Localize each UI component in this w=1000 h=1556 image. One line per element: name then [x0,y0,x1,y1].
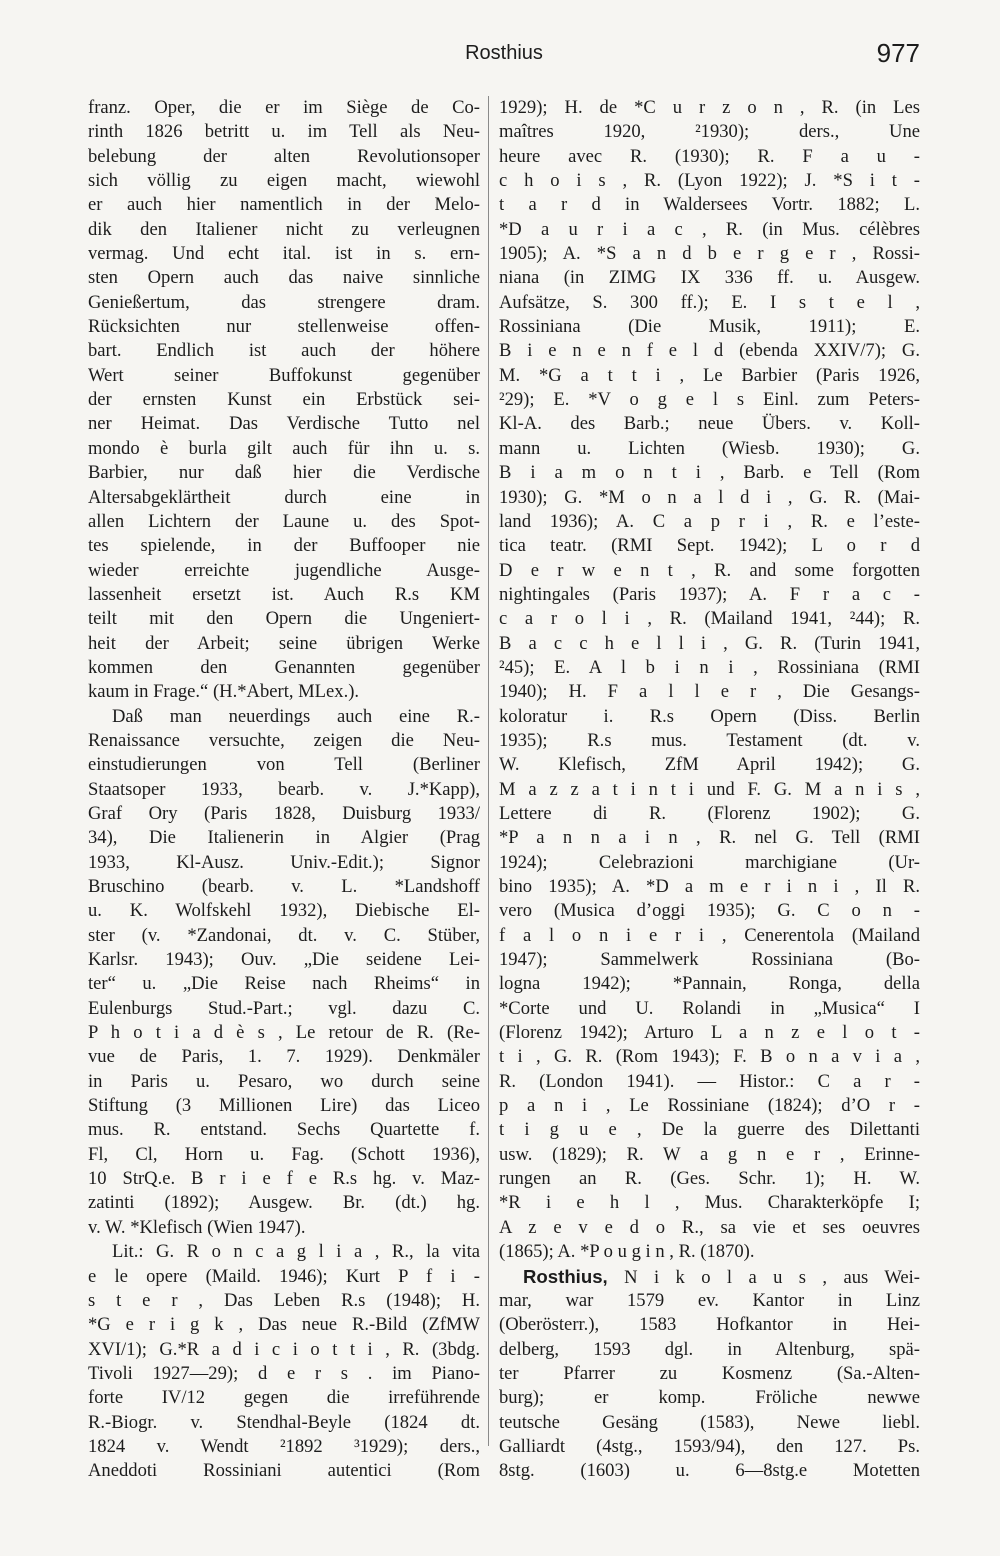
text-line: Fl, Cl, Horn u. Fag. (Schott 1936), [88,1143,480,1165]
text-line: Staatsoper 1933, bearb. v. J.*Kapp), [88,778,480,800]
text-line: kommen den Genannten gegenüber [88,656,480,678]
text-line: 1933, Kl-Ausz. Univ.-Edit.); Signor [88,851,480,873]
entry-headword: Rosthius, [523,1265,608,1287]
text-line: v. W. *Klefisch (Wien 1947). [88,1216,306,1238]
text-line: sich völlig zu eigen macht, wiewohl [88,170,480,192]
text-line: t a r d in Waldersees Vortr. 1882; L. [499,194,920,216]
entry-headline-text: N i k o l a u s , aus Wei- [607,1266,920,1288]
text-line: W. Klefisch, ZfM April 1942); G. [499,754,920,776]
text-line: D e r w e n t , R. and some forgotten [499,559,920,581]
text-line: kaum in Frage.“ (H.*Abert, MLex.). [88,681,360,703]
text-line: franz. Oper, die er im Siège de Co- [88,97,480,118]
text-line: sten Opern auch das naive sinnliche [88,267,480,289]
text-line: koloratur i. R.s Opern (Diss. Berlin [499,705,920,727]
text-line: rinth 1826 betritt u. im Tell als Neu- [88,121,480,143]
text-line: (Oberösterr.), 1583 Hofkantor in Hei- [499,1314,920,1336]
text-line: zatinti (1892); Ausgew. Br. (dt.) hg. [88,1192,480,1214]
text-line: (1865); A. *P o u g i n , R. (1870). [499,1241,755,1263]
text-line: vue de Paris, 1. 7. 1929). Denkmäler [88,1046,480,1068]
text-line: Galliardt (4stg., 1593/94), den 127. Ps. [499,1435,920,1457]
text-line: B i a m o n t i , Barb. e Tell (Rom [499,462,920,484]
text-line: Renaissance versuchte, zeigen die Neu- [88,729,480,751]
text-line: Karlsr. 1943); Ouv. „Die seidene Lei- [88,949,480,971]
text-line: einstudierungen von Tell (Berliner [88,754,480,776]
text-line: niana (in ZIMG IX 336 ff. u. Ausgew. [499,267,920,289]
text-line: heure avec R. (1930); R. F a u - [499,145,920,167]
text-line: u. K. Wolfskehl 1932), Diebische El- [88,900,480,922]
text-line: *P a n n a i n , R. nel G. Tell (RMI [499,827,920,849]
text-line: Daß man neuerdings auch eine R.- [112,705,480,727]
text-line: *R i e h l , Mus. Charakterköpfe I; [499,1192,920,1214]
text-line: vermag. Und echt ital. ist in s. ern- [88,243,480,265]
text-line: M. *G a t t i , Le Barbier (Paris 1926, [499,364,920,386]
text-line: B a c c h e l l i , G. R. (Turin 1941, [499,632,920,654]
column-divider [488,96,489,1446]
text-line: Rücksichten nur stellenweise offen- [88,316,480,338]
text-line: ²29); E. *V o g e l s Einl. zum Peters- [499,389,920,411]
text-line: Aufsätze, S. 300 ff.); E. I s t e l , [499,291,920,313]
text-line: 1935); R.s mus. Testament (dt. v. [499,729,920,751]
text-line: e le opere (Maild. 1946); Kurt P f i - [88,1265,480,1287]
running-head: Rosthius [465,42,543,64]
page-number: 977 [876,38,920,68]
text-line: in Paris u. Pesaro, wo durch seine [88,1070,480,1092]
text-line: delberg, 1593 dgl. in Altenburg, spä- [499,1338,920,1360]
left-column [88,96,480,1484]
text-line: land 1936); A. C a p r i , R. e l’este- [499,510,920,532]
text-line: Rossiniana (Die Musik, 1911); E. [499,316,920,338]
text-line: Lit.: G. R o n c a g l i a , R., la vita [112,1241,480,1263]
text-line: ²45); E. A l b i n i , Rossiniana (RMI [499,656,920,678]
text-line: Genießertum, das strengere dram. [88,291,480,313]
entry-headline [499,1265,920,1289]
text-line: Tivoli 1927—29); d e r s . im Piano- [88,1362,480,1384]
text-line: bart. Endlich ist auch der höhere [88,340,480,362]
text-line: teutsche Gesäng (1583), Newe liebl. [499,1411,920,1433]
text-line: B i e n e n f e l d (ebenda XXIV/7); G. [499,340,920,362]
text-line: wieder erreichte jugendliche Ausge- [88,559,480,581]
text-line: p a n i , Le Rossiniane (1824); d’O r - [499,1095,920,1117]
text-line: Aneddoti Rossiniani autentici (Rom [88,1460,480,1482]
text-line: Altersabgeklärtheit durch eine in [88,486,480,508]
text-line: belebung der alten Revolutionsoper [88,145,480,167]
text-line: nightingales (Paris 1937); A. F r a c - [499,583,920,605]
text-line: ster (v. *Zandonai, dt. v. C. Stüber, [88,924,480,946]
text-line: ter“ u. „Die Reise nach Rheims“ in [88,973,480,995]
text-line: mus. R. entstand. Sechs Quartette f. [88,1119,480,1141]
text-line: ter Pfarrer zu Kosmenz (Sa.-Alten- [499,1362,920,1384]
text-line: er auch hier namentlich in der Melo- [88,194,480,216]
text-line: c h o i s , R. (Lyon 1922); J. *S i t - [499,170,920,192]
text-line: *D a u r i a c , R. (in Mus. célèbres [499,218,920,240]
text-line: P h o t i a d è s , Le retour de R. (Re- [88,1022,480,1044]
text-line: allen Lichtern der Laune u. des Spot- [88,510,480,532]
text-line: lassenheit ersetzt ist. Auch R.s KM [88,583,480,605]
right-column [499,96,920,1484]
text-line: burg); er komp. Fröliche newwe [499,1387,920,1409]
text-line: R. (London 1941). — Histor.: C a r - [499,1070,920,1092]
text-line: teilt mit den Opern die Ungeniert- [88,608,480,630]
text-line: vero (Musica d’oggi 1935); G. C o n - [499,900,920,922]
text-line: mondo è burla gilt auch für ihn u. s. [88,437,480,459]
text-line: R.-Biogr. v. Stendhal-Beyle (1824 dt. [88,1411,480,1433]
text-line: 10 StrQ.e. B r i e f e R.s hg. v. Maz- [88,1168,480,1190]
text-line: forte IV/12 gegen die irreführende [88,1387,480,1409]
text-line: s t e r , Das Leben R.s (1948); H. [88,1289,480,1311]
text-line: mann u. Lichten (Wiesb. 1930); G. [499,437,920,459]
text-line: bino 1935); A. *D a m e r i n i , Il R. [499,876,920,897]
text-line: t i , G. R. (Rom 1943); F. B o n a v i a , [499,1046,920,1068]
text-line: tica teatr. (RMI Sept. 1942); L o r d [499,535,920,557]
text-line: 1905); A. *S a n d b e r g e r , Rossi- [499,243,920,265]
text-line: heit der Arbeit; seine übrigen Werke [88,632,480,654]
text-line: A z e v e d o R., sa vie et ses oeuvres [499,1216,920,1238]
text-line: ner Heimat. Das Verdische Tutto nel [88,413,480,435]
text-line: f a l o n i e r i , Cenerentola (Mailand [499,924,920,946]
text-line: (Florenz 1942); Arturo L a n z e l o t - [499,1022,920,1044]
text-line: 8stg. (1603) u. 6—8stg.e Motetten [499,1460,920,1482]
text-line: 1929); H. de *C u r z o n , R. (in Les [499,97,920,118]
text-line: tes spielende, in der Buffooper nie [88,535,480,557]
text-line: M a z z a t i n t i und F. G. M a n i s , [499,778,920,800]
text-line: Stiftung (3 Millionen Lire) das Liceo [88,1095,480,1117]
text-line: 1940); H. F a l l e r , Die Gesangs- [499,681,920,703]
text-line: t i g u e , De la guerre des Dilettanti [499,1119,920,1141]
text-line: maîtres 1920, ²1930); ders., Une [499,121,920,143]
text-line: XVI/1); G.*R a d i c i o t t i , R. (3bdg. [88,1338,480,1360]
text-line: 1924); Celebrazioni marchigiane (Ur- [499,851,920,873]
text-line: logna 1942); *Pannain, Ronga, della [499,973,920,995]
text-line: Barbier, nur daß hier die Verdische [88,462,480,484]
text-line: *G e r i g k , Das neue R.-Bild (ZfMW [88,1314,480,1336]
text-line: Graf Ory (Paris 1828, Duisburg 1933/ [88,802,480,824]
text-line: Lettere di R. (Florenz 1902); G. [499,802,920,824]
text-line: dik den Italiener nicht zu verleugnen [88,218,480,240]
text-line: 1947); Sammelwerk Rossiniana (Bo- [499,949,920,971]
page-header [88,38,920,78]
text-line: der ernsten Kunst ein Erbstück sei- [88,389,480,411]
text-line: rungen an R. (Ges. Schr. 1); H. W. [499,1168,920,1190]
text-line: Bruschino (bearb. v. L. *Landshoff [88,876,480,897]
text-line: Eulenburgs Stud.-Part.; vgl. dazu C. [88,997,480,1019]
text-line: c a r o l i , R. (Mailand 1941, ²44); R. [499,608,920,630]
text-line: mar, war 1579 ev. Kantor in Linz [499,1289,920,1311]
text-line: 34), Die Italienerin in Algier (Prag [88,827,480,849]
text-line: *Corte und U. Rolandi in „Musica“ I [499,997,920,1019]
text-line: Wert seiner Buffokunst gegenüber [88,364,480,386]
text-line: 1824 v. Wendt ²1892 ³1929); ders., [88,1435,480,1457]
text-line: usw. (1829); R. W a g n e r , Erinne- [499,1143,920,1165]
text-line: 1930); G. *M o n a l d i , G. R. (Mai- [499,486,920,508]
text-line: Kl-A. des Barb.; neue Übers. v. Koll- [499,413,920,435]
